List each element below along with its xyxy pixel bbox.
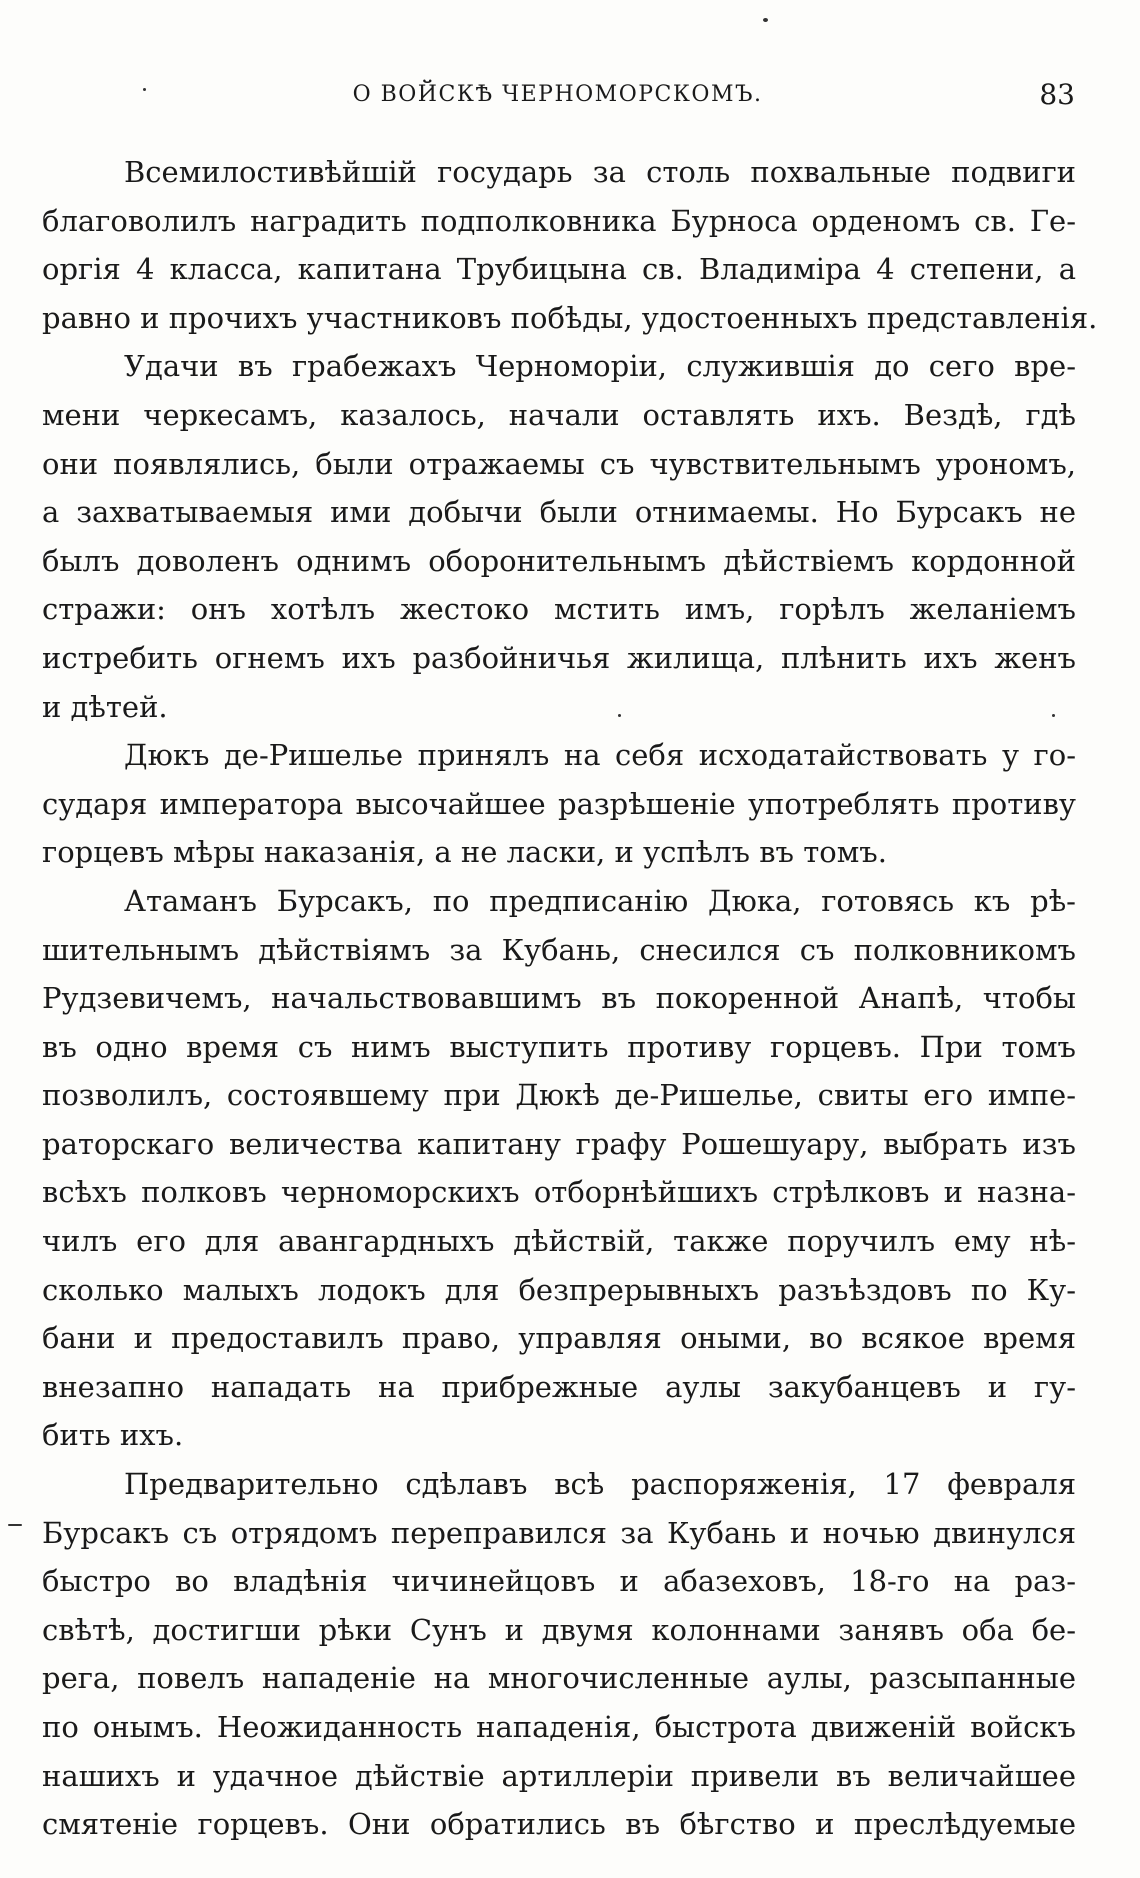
text-line: горцевъ мѣры наказанія, а не ласки, и успѣлъ въ томъ. <box>42 835 887 870</box>
text-line: чилъ его для авангардныхъ дѣйствій, также поручилъ ему нѣ- <box>42 1224 1076 1259</box>
page-number: 83 <box>1039 78 1075 111</box>
text-line: Рудзевичемъ, начальствовавшимъ въ покоренной Анапѣ, чтобы <box>42 981 1076 1016</box>
text-line: внезапно нападать на прибрежные аулы закубанцевъ и гу- <box>42 1369 1076 1404</box>
print-speck <box>1052 714 1055 717</box>
text-line: раторскаго величества капитану графу Рошешуару, выбрать изъ <box>42 1126 1076 1161</box>
text-line: былъ доволенъ однимъ оборонительнымъ дѣйствіемъ кордонной <box>42 543 1076 578</box>
text-line: истребить огнемъ ихъ разбойничья жилища, плѣнить ихъ женъ <box>42 640 1076 675</box>
running-title: О ВОЙСКѢ ЧЕРНОМОРСКОМЪ. <box>352 82 763 107</box>
text-line: они появлялись, были отражаемы съ чувствительнымъ урономъ, <box>42 446 1076 481</box>
page-header <box>40 78 1075 122</box>
text-line: благоволилъ наградить подполковника Бурноса орденомъ св. Ге- <box>42 203 1076 238</box>
paragraph <box>42 1460 1076 1849</box>
text-line: быстро во владѣнія чичинейцовъ и абазеховъ, 18-го на раз- <box>42 1564 1076 1599</box>
text-line: оргія 4 класса, капитана Трубицына св. Владиміра 4 степени, а <box>42 252 1076 287</box>
text-line: Предварительно сдѣлавъ всѣ распоряженія, 17 февраля <box>124 1467 1076 1502</box>
text-line: сколько малыхъ лодокъ для безпрерывныхъ разъѣздовъ по Ку- <box>42 1272 1076 1307</box>
text-line: Бурсакъ съ отрядомъ переправился за Кубань и ночью двинулся <box>42 1515 1076 1550</box>
text-line: по онымъ. Неожиданность нападенія, быстрота движеній войскъ <box>42 1710 1076 1744</box>
text-line: смятеніе горцевъ. Они обратились въ бѣгство и преслѣдуемые <box>42 1807 1076 1842</box>
text-line: мени черкесамъ, казалось, начали оставлять ихъ. Вездѣ, гдѣ <box>42 397 1076 432</box>
text-line: равно и прочихъ участниковъ побѣды, удостоенныхъ представленія. <box>42 300 1098 335</box>
text-line: сударя императора высочайшее разрѣшеніе употреблять противу <box>42 786 1076 821</box>
text-line: бить ихъ. <box>42 1418 184 1453</box>
body-text <box>42 148 1098 1849</box>
text-line: свѣтѣ, достигши рѣки Сунъ и двумя колоннами занявъ оба бе- <box>42 1612 1076 1647</box>
text-line: Атаманъ Бурсакъ, по предписанію Дюка, готовясь къ рѣ- <box>124 883 1076 918</box>
paragraph <box>42 148 1098 342</box>
text-line: въ одно время съ нимъ выступить противу горцевъ. При томъ <box>42 1029 1076 1064</box>
text-line: стражи: онъ хотѣлъ жестоко мстить имъ, горѣлъ желаніемъ <box>42 592 1076 627</box>
text-line: Удачи въ грабежахъ Черноморіи, служившія до сего вре- <box>124 349 1076 384</box>
text-line: Всемилостивѣйшій государь за столь похвальные подвиги <box>124 155 1076 189</box>
text-line: бани и предоставилъ право, управляя оными, во всякое время <box>42 1321 1076 1356</box>
text-line: шительнымъ дѣйствіямъ за Кубань, снесился съ полковникомъ <box>42 932 1076 967</box>
text-line: всѣхъ полковъ черноморскихъ отборнѣйшихъ стрѣлковъ и назна- <box>42 1175 1076 1210</box>
paragraph <box>42 342 1076 731</box>
paragraph <box>42 877 1076 1460</box>
text-line: Дюкъ де-Ришелье принялъ на себя исходатайствовать у го- <box>124 738 1076 773</box>
text-line: а захватываемыя ими добычи были отнимаемы. Но Бурсакъ не <box>42 495 1076 530</box>
print-speck <box>8 1524 22 1526</box>
print-speck <box>618 714 621 717</box>
text-line: позволилъ, состоявшему при Дюкѣ де-Ришелье, свиты его импе- <box>42 1078 1076 1113</box>
text-line: и дѣтей. <box>42 689 168 724</box>
print-speck <box>763 18 768 22</box>
paragraph <box>42 731 1076 877</box>
print-speck <box>143 88 146 91</box>
text-line: рега, повелъ нападеніе на многочисленные аулы, разсыпанные <box>42 1661 1076 1696</box>
text-line: нашихъ и удачное дѣйствіе артиллеріи привели въ величайшее <box>42 1758 1076 1793</box>
